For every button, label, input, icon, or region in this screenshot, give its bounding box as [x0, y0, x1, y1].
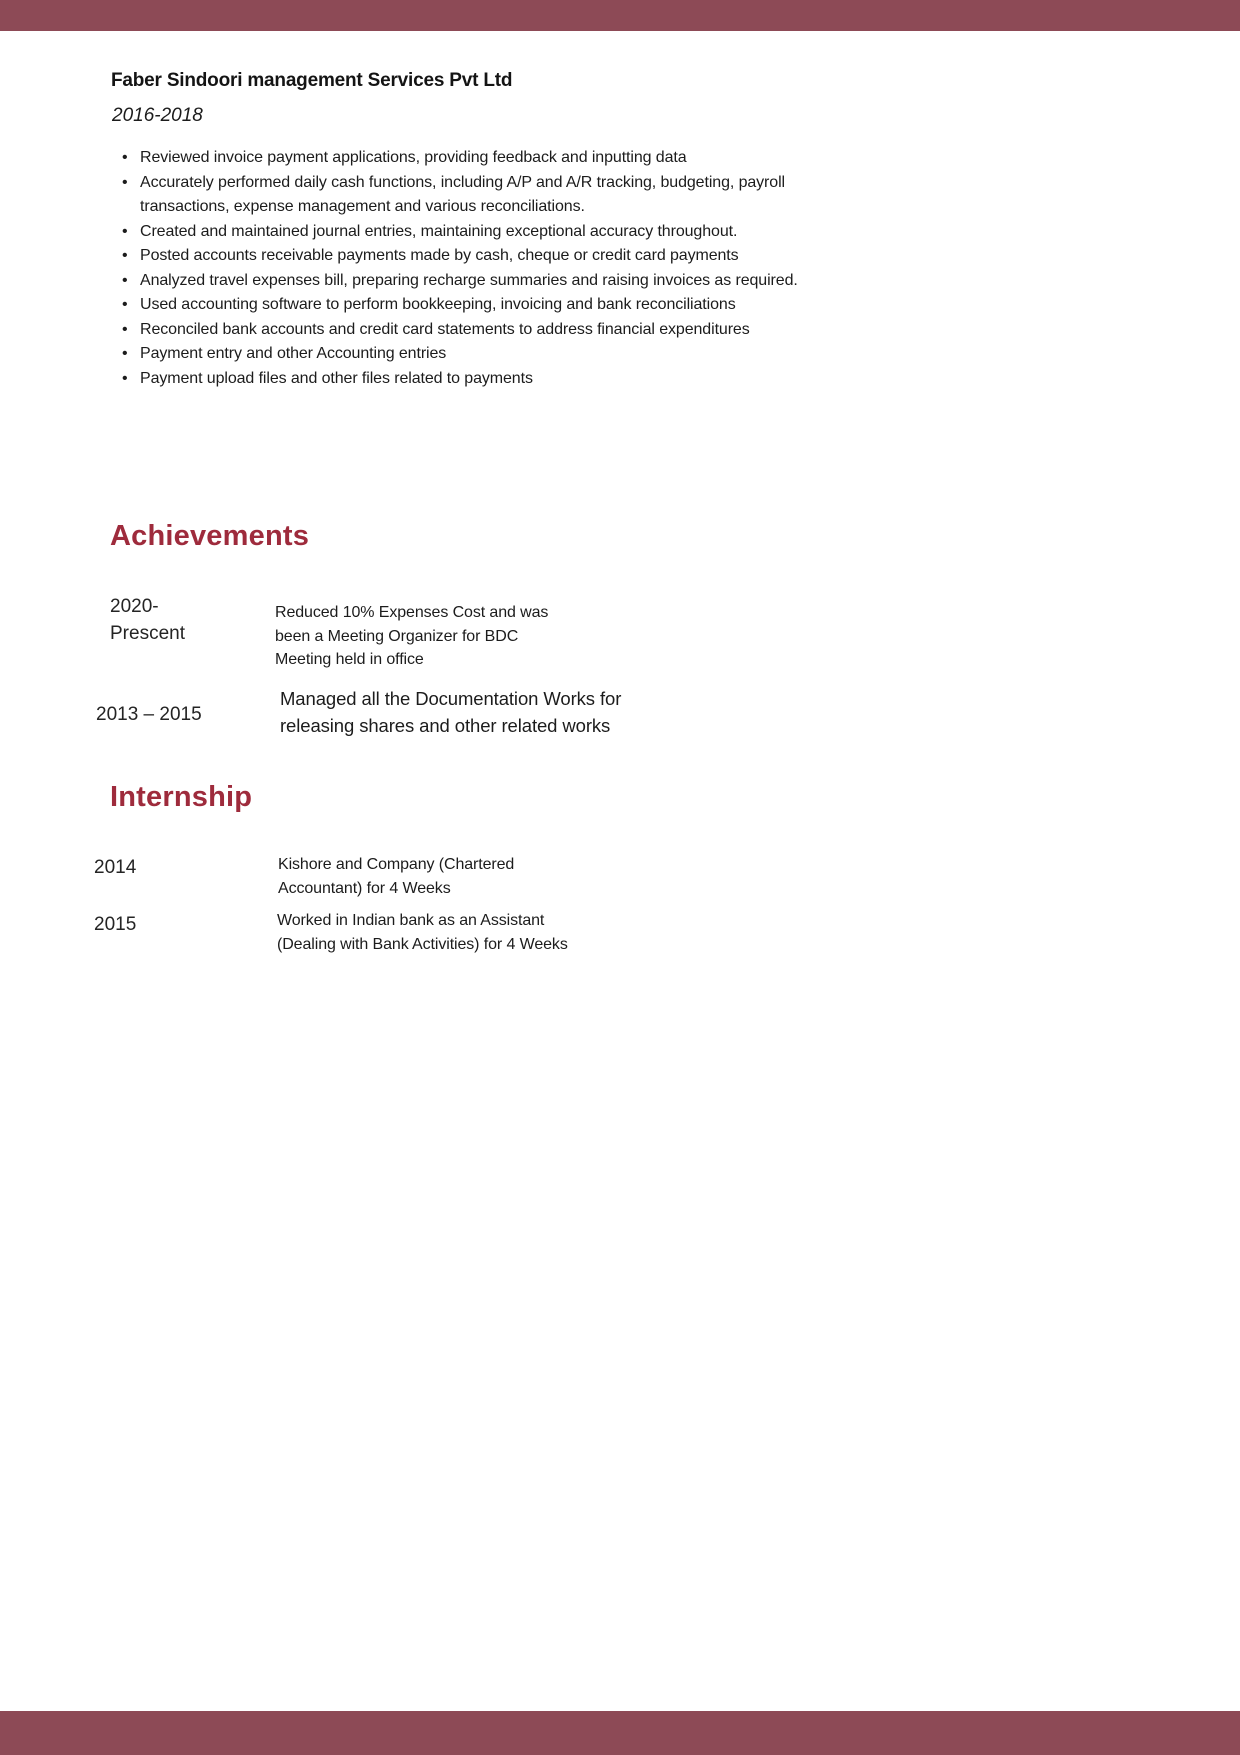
company-name: Faber Sindoori management Services Pvt Ltd — [111, 70, 513, 91]
employment-period: 2016-2018 — [112, 105, 203, 126]
achievement-period: 2020-Prescent — [110, 596, 185, 644]
job-duty-item: • Created and maintained journal entries, maintaining exceptional accuracy throughout. — [122, 220, 827, 245]
achievement-period: 2013 – 2015 — [96, 704, 202, 725]
job-duty-item: • Reviewed invoice payment applications, providing feedback and inputting data — [122, 146, 827, 171]
internship-year: 2015 — [94, 914, 137, 935]
internship-description: Worked in Indian bank as an Assistant (Dealing with Bank Activities) for 4 Weeks — [277, 912, 568, 953]
job-duty-item: • Accurately performed daily cash functions, including A/P and A/R tracking, budgeting, payroll transactions, expense management and various reconciliations. — [122, 171, 827, 220]
job-duties-list — [122, 146, 827, 391]
page-header-bar — [0, 0, 1240, 31]
page-footer-bar — [0, 1711, 1240, 1755]
job-duty-item: • Payment entry and other Accounting entries — [122, 342, 827, 367]
internship-year: 2014 — [94, 857, 137, 878]
job-duty-item: • Used accounting software to perform bookkeeping, invoicing and bank reconciliations — [122, 293, 827, 318]
job-duty-item: • Posted accounts receivable payments made by cash, cheque or credit card payments — [122, 244, 827, 269]
achievement-description: Reduced 10% Expenses Cost and was been a Meeting Organizer for BDC Meeting held in office — [275, 604, 549, 668]
achievements-heading: Achievements — [110, 520, 310, 552]
job-duty-item: • Analyzed travel expenses bill, preparing recharge summaries and raising invoices as required. — [122, 269, 827, 294]
achievement-description: Managed all the Documentation Works for releasing shares and other related works — [280, 688, 622, 736]
job-duty-item: • Reconciled bank accounts and credit card statements to address financial expenditures — [122, 318, 827, 343]
internship-heading: Internship — [110, 781, 253, 813]
internship-description: Kishore and Company (Chartered Accountant) for 4 Weeks — [278, 856, 515, 897]
job-duty-item: • Payment upload files and other files related to payments — [122, 367, 827, 392]
